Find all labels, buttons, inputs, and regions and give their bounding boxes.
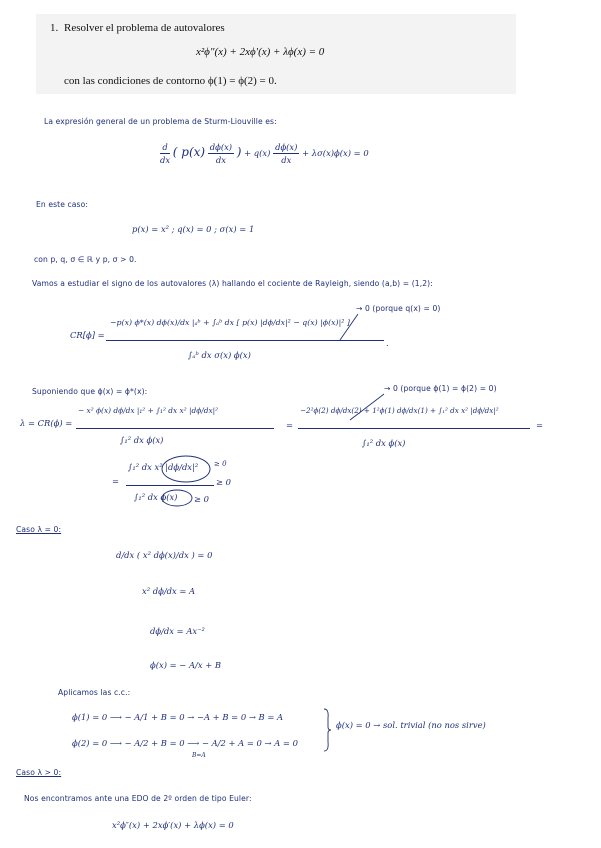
sl-general-equation: $\frac{d}{dx}$ ( p(x) $\frac{d\phi(x)}{dx}$ ) + q(x) $\frac{d\phi(x)}{dx}$ + λσ(x)ϕ(x) = 0 [160,142,369,165]
suponiendo: Suponiendo que ϕ(x) = ϕ*(x): [32,387,148,396]
en-este-caso: En este caso: [36,200,89,209]
lambda2-den: ∫₁² dx ϕ(x) [134,492,178,502]
rayleigh-numerator: −p(x) ϕ*(x) dϕ(x)/dx |ₐᵇ + ∫ₐᵇ dx [ p(x) |dϕ/dx|² − q(x) |ϕ(x)|² ] [110,318,350,327]
lambda2-num: ∫₁² dx x² |dϕ/dx|² [128,462,199,472]
caso-lambda-positivo: Caso λ > 0: [16,768,62,777]
lambda-num1: − x² ϕ(x) dϕ/dx |₁² + ∫₁² dx x² |dϕ/dx|² [78,406,219,415]
rayleigh-fraction-bar [106,340,384,341]
lambda-bar2 [298,428,530,429]
euler-equation: x²ϕ″(x) + 2xϕ′(x) + λϕ(x) = 0 [112,820,234,830]
caso0-eq3: dϕ/dx = Ax⁻² [150,626,205,636]
lambda-bar1 [76,428,274,429]
rayleigh-lhs: CR[ϕ] = [70,330,105,340]
rayleigh-intro: Vamos a estudiar el signo de los autovalores (λ) hallando el cociente de Rayleigh, siendo (a,b) = (1,2): [32,279,433,288]
trivial-solution: ϕ(x) = 0 → sol. trivial (no nos sirve) [336,720,486,730]
euler-intro: Nos encontramos ante una EDO de 2º orden de tipo Euler: [24,794,252,803]
lambda2-eq: = [112,476,120,486]
brace [322,708,332,752]
aplicamos-cc: Aplicamos las c.c.: [58,688,131,697]
bc1: ϕ(1) = 0 ⟶ − A/1 + B = 0 → −A + B = 0 → B = A [72,712,284,722]
lambda-tail: = [536,420,544,430]
lambda-den1: ∫₁² dx ϕ(x) [120,435,164,445]
cross-out-arrow [340,312,360,342]
problem-statement: Resolver el problema de autovalores [64,22,225,34]
sl-intro: La expresión general de un problema de Sturm-Liouville es: [44,117,277,126]
lambda-eq: = [286,420,294,430]
ge-zero-3: ≥ 0 [194,494,210,504]
problem-conditions: con las condiciones de contorno ϕ(1) = ϕ(2) = 0. [64,75,277,87]
caso0-eq4: ϕ(x) = − A/x + B [150,660,222,670]
problem-equation: x²ϕ″(x) + 2xϕ′(x) + λϕ(x) = 0 [196,46,325,58]
bc2-sub: B=A [192,752,206,759]
lambda-den2: ∫₁² dx ϕ(x) [362,438,406,448]
circle-mark-1 [160,454,212,484]
positivity-conditions: con p, q, σ ∈ ℝ y p, σ > 0. [34,255,137,264]
ge-zero-1: ≥ 0 [214,460,227,468]
ge-zero-2: ≥ 0 [216,477,232,487]
bc-note: → 0 (porque ϕ(1) = ϕ(2) = 0) [384,384,497,393]
rayleigh-q-note: → 0 (porque q(x) = 0) [356,304,441,313]
rayleigh-denominator: ∫ₐᵇ dx σ(x) ϕ(x) [188,350,251,360]
problem-number: 1. [50,22,59,34]
coefficients: p(x) = x² ; q(x) = 0 ; σ(x) = 1 [132,224,255,234]
bc2: ϕ(2) = 0 ⟶ − A/2 + B = 0 ⟶ − A/2 + A = 0 → A = 0 [72,738,298,748]
lambda-lhs: λ = CR(ϕ) = [20,418,73,428]
caso-lambda-cero: Caso λ = 0: [16,525,62,534]
lambda2-bar [126,485,214,486]
lambda-num2: −2²ϕ(2) dϕ/dx(2) + 1²ϕ(1) dϕ/dx(1) + ∫₁² dx x² |dϕ/dx|² [300,406,499,415]
rayleigh-end: . [386,338,389,348]
caso0-eq2: x² dϕ/dx = A [142,586,196,596]
caso0-eq1: d/dx ( x² dϕ(x)/dx ) = 0 [116,550,213,560]
circle-mark-2 [160,488,194,508]
